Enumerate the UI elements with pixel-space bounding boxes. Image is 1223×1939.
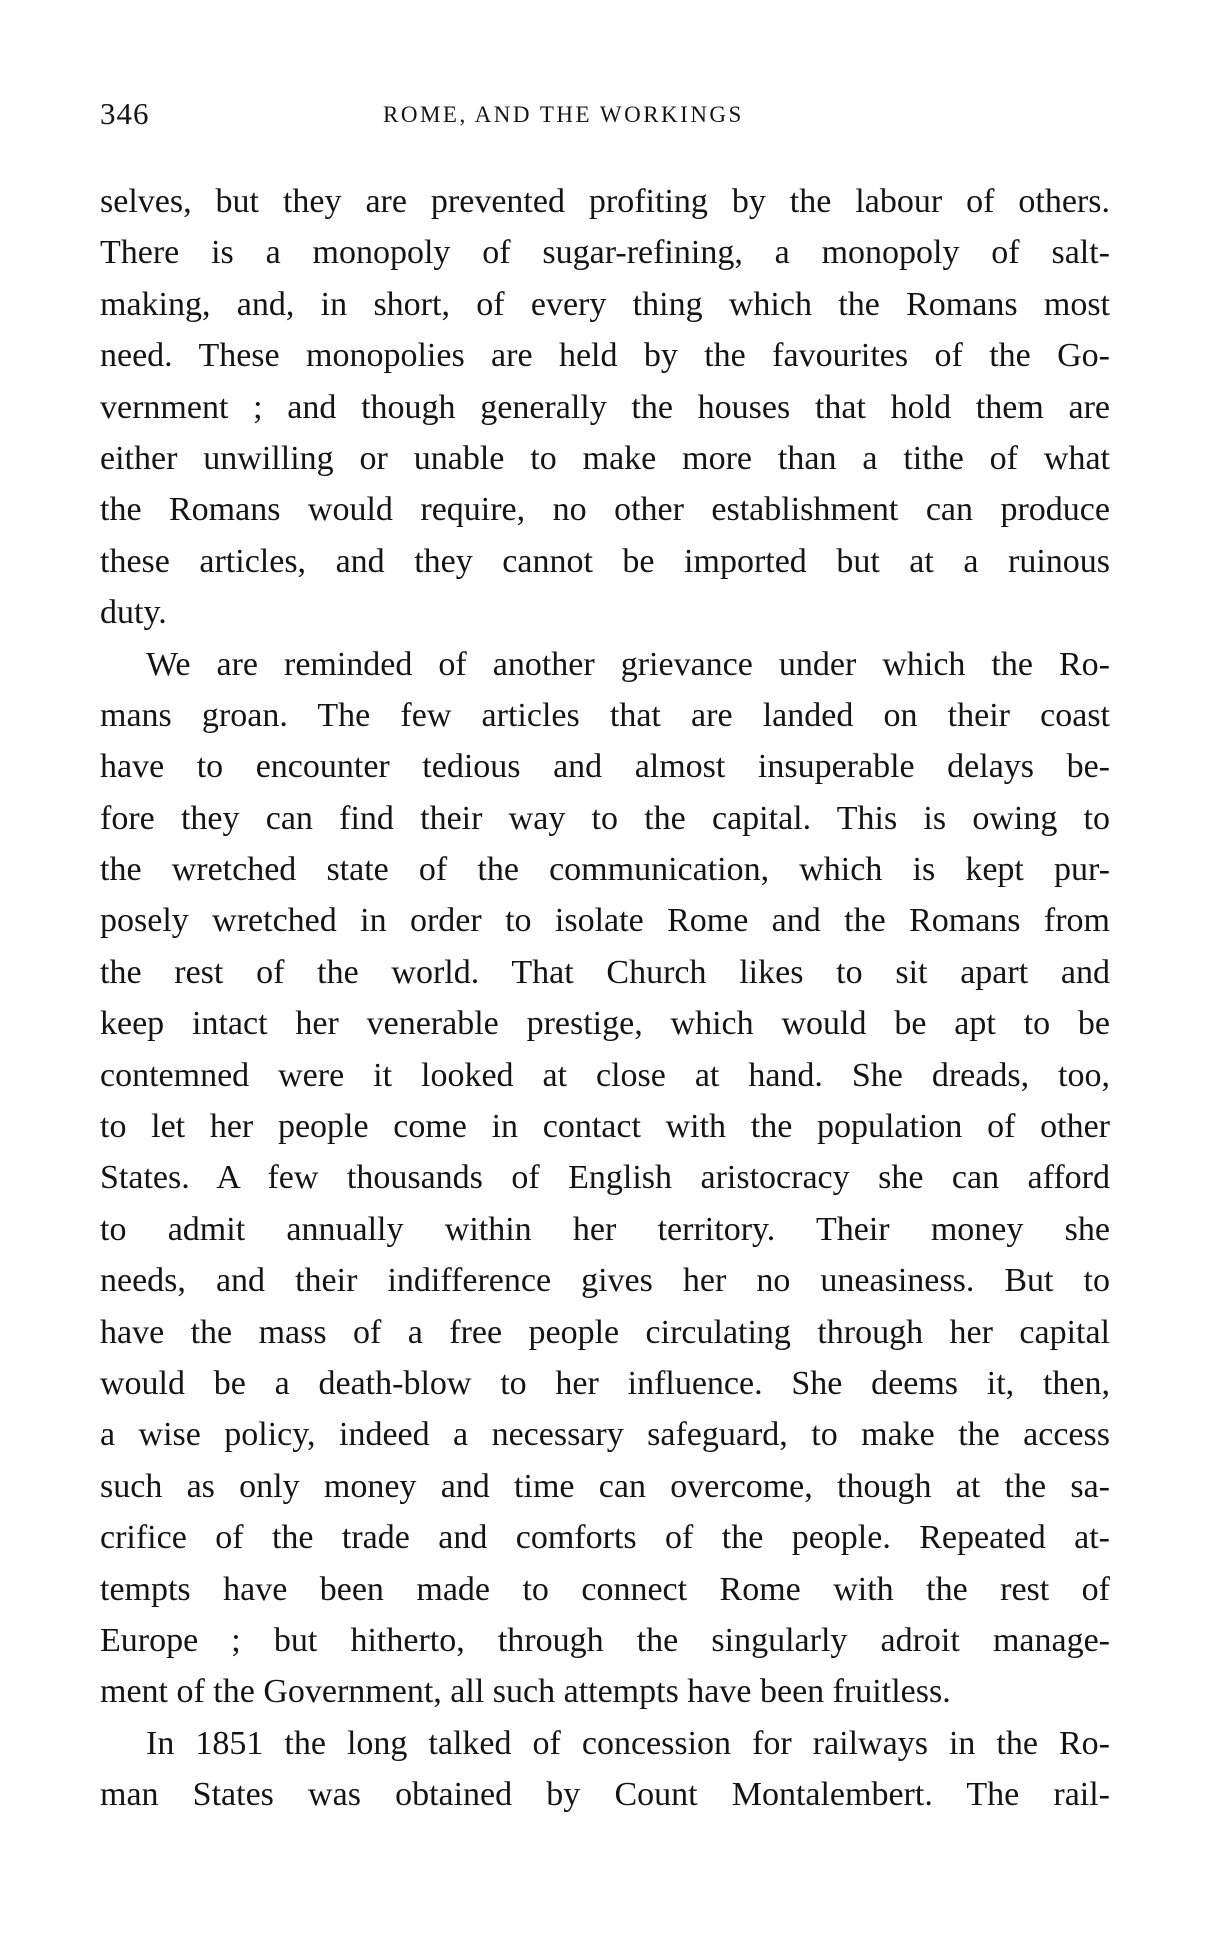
text-line: man States was obtained by Count Montalembert. The rail-: [100, 1776, 1110, 1814]
text-line: have to encounter tedious and almost insuperable delays be-: [100, 748, 1110, 786]
text-line: mans groan. The few articles that are landed on their coast: [100, 696, 1110, 734]
text-line: We are reminded of another grievance under which the Ro-: [146, 645, 1110, 683]
text-line: In 1851 the long talked of concession for railways in the Ro-: [146, 1724, 1110, 1762]
body-text: [100, 176, 1110, 1821]
text-line: to admit annually within her territory. Their money she: [100, 1210, 1110, 1248]
text-line: Europe ; but hitherto, through the singularly adroit manage-: [100, 1621, 1110, 1659]
text-line: need. These monopolies are held by the favourites of the Go-: [100, 337, 1110, 375]
text-line: ment of the Government, all such attempts have been fruitless.: [100, 1673, 951, 1711]
text-line: tempts have been made to connect Rome with the rest of: [100, 1570, 1110, 1608]
text-line: keep intact her venerable prestige, which would be apt to be: [100, 1005, 1110, 1043]
text-line: selves, but they are prevented profiting by the labour of others.: [100, 183, 1110, 220]
running-title: ROME, AND THE WORKINGS: [383, 102, 744, 127]
text-line: the wretched state of the communication, which is kept pur-: [100, 851, 1110, 889]
text-line: such as only money and time can overcome, though at the sa-: [100, 1467, 1110, 1505]
text-line: either unwilling or unable to make more than a tithe of what: [100, 439, 1110, 477]
text-line: these articles, and they cannot be imported but at a ruinous: [100, 542, 1110, 580]
text-line: fore they can find their way to the capital. This is owing to: [100, 799, 1110, 837]
running-head: [100, 96, 1110, 136]
text-line: have the mass of a free people circulating through her capital: [100, 1313, 1110, 1351]
text-line: the rest of the world. That Church likes to sit apart and: [100, 953, 1110, 991]
text-line: the Romans would require, no other establishment can produce: [100, 491, 1110, 529]
text-line: duty.: [100, 594, 167, 632]
paragraph: [100, 1718, 1110, 1821]
text-line: contemned were it looked at close at hand. She dreads, too,: [100, 1056, 1110, 1094]
text-line: making, and, in short, of every thing which the Romans most: [100, 285, 1110, 323]
text-line: a wise policy, indeed a necessary safeguard, to make the access: [100, 1416, 1110, 1454]
text-line: States. A few thousands of English aristocracy she can afford: [100, 1159, 1110, 1197]
text-line: crifice of the trade and comforts of the people. Repeated at-: [100, 1519, 1110, 1557]
text-line: would be a death-blow to her influence. She deems it, then,: [100, 1364, 1110, 1402]
text-line: needs, and their indifference gives her no uneasiness. But to: [100, 1262, 1110, 1300]
text-line: There is a monopoly of sugar-refining, a monopoly of salt-: [100, 234, 1110, 272]
text-line: posely wretched in order to isolate Rome and the Romans from: [100, 902, 1110, 940]
text-line: to let her people come in contact with the population of other: [100, 1108, 1110, 1146]
text-line: vernment ; and though generally the houses that hold them are: [100, 388, 1110, 426]
paragraph: [100, 176, 1110, 639]
page-number: 346: [100, 96, 150, 131]
paragraph: [100, 639, 1110, 1718]
